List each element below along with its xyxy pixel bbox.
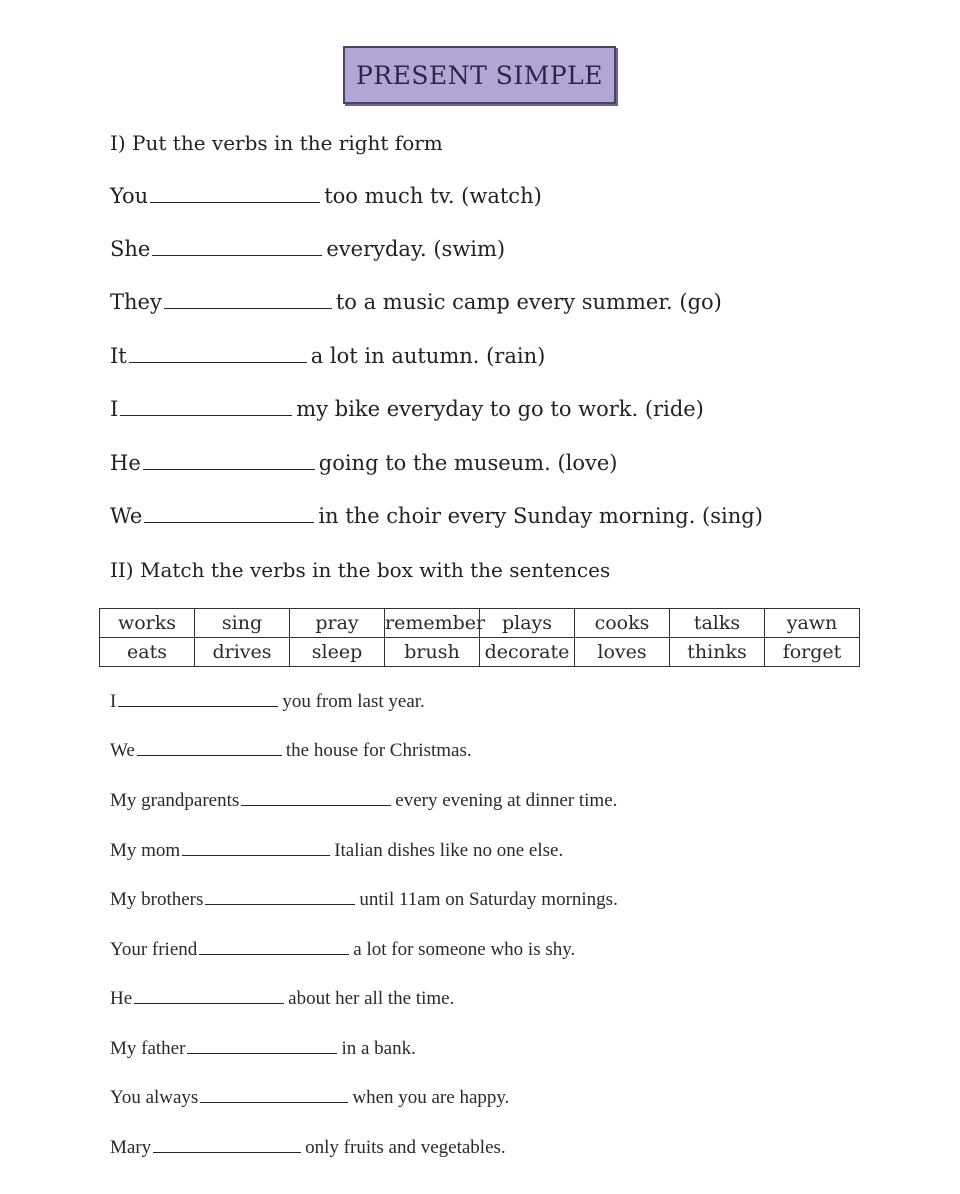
answer-blank[interactable] xyxy=(200,1086,348,1103)
line-end: only fruits and vegetables. xyxy=(305,1137,506,1158)
line-start: We xyxy=(110,504,143,528)
line-end: until 11am on Saturday mornings. xyxy=(359,889,618,910)
verb-cell: remember xyxy=(385,609,480,638)
line-end: Italian dishes like no one else. xyxy=(334,840,564,861)
line-end: the house for Christmas. xyxy=(285,740,472,761)
exercise-2-line xyxy=(110,1136,506,1159)
answer-blank[interactable] xyxy=(241,789,391,806)
line-start: My brothers xyxy=(110,889,204,910)
verb-cell: thinks xyxy=(670,638,765,667)
line-end: to a music camp every summer. (go) xyxy=(335,290,722,314)
verb-cell: plays xyxy=(480,609,575,638)
exercise-2-line xyxy=(110,888,618,911)
answer-blank[interactable] xyxy=(118,690,278,707)
exercise-1-line xyxy=(110,290,722,314)
line-start: He xyxy=(110,988,133,1009)
line-end: going to the museum. (love) xyxy=(318,451,618,475)
answer-blank[interactable] xyxy=(143,453,315,470)
answer-blank[interactable] xyxy=(144,506,314,523)
answer-blank[interactable] xyxy=(199,938,349,955)
answer-blank[interactable] xyxy=(137,739,282,756)
line-start: My father xyxy=(110,1038,186,1059)
exercise-2-line xyxy=(110,690,425,713)
verb-cell: yawn xyxy=(765,609,860,638)
line-end: too much tv. (watch) xyxy=(324,184,542,208)
section-2-heading: II) Match the verbs in the box with the sentences xyxy=(110,558,611,582)
exercise-1-line xyxy=(110,344,545,368)
exercise-2-line xyxy=(110,739,472,762)
line-start: She xyxy=(110,237,151,261)
verb-cell: drives xyxy=(195,638,290,667)
exercise-2-line xyxy=(110,839,563,862)
line-start: My grandparents xyxy=(110,790,240,811)
verb-cell: loves xyxy=(575,638,670,667)
line-end: you from last year. xyxy=(282,691,425,712)
verb-box-row xyxy=(100,609,860,638)
line-end: when you are happy. xyxy=(352,1087,510,1108)
answer-blank[interactable] xyxy=(187,1037,337,1054)
line-end: my bike everyday to go to work. (ride) xyxy=(296,397,704,421)
verb-cell: cooks xyxy=(575,609,670,638)
line-start: Your friend xyxy=(110,939,198,960)
answer-blank[interactable] xyxy=(152,239,322,256)
line-end: every evening at dinner time. xyxy=(395,790,618,811)
exercise-2-line xyxy=(110,987,454,1010)
answer-blank[interactable] xyxy=(129,346,307,363)
section-1-heading: I) Put the verbs in the right form xyxy=(110,131,443,155)
worksheet-title-box xyxy=(343,46,616,104)
verb-box-row xyxy=(100,638,860,667)
line-start: I xyxy=(110,691,117,712)
line-start: You always xyxy=(110,1087,199,1108)
exercise-2-line xyxy=(110,1037,416,1060)
verb-cell: works xyxy=(100,609,195,638)
exercise-2-line xyxy=(110,1086,509,1109)
line-end: everyday. (swim) xyxy=(326,237,506,261)
verb-cell: pray xyxy=(290,609,385,638)
verb-cell: forget xyxy=(765,638,860,667)
line-start: My mom xyxy=(110,840,181,861)
line-start: He xyxy=(110,451,141,475)
line-end: in a bank. xyxy=(341,1038,416,1059)
verb-cell: sing xyxy=(195,609,290,638)
answer-blank[interactable] xyxy=(205,888,355,905)
line-start: We xyxy=(110,740,135,761)
line-start: You xyxy=(110,184,149,208)
line-end: about her all the time. xyxy=(288,988,455,1009)
line-start: Mary xyxy=(110,1137,152,1158)
answer-blank[interactable] xyxy=(134,987,284,1004)
answer-blank[interactable] xyxy=(164,292,332,309)
exercise-1-line xyxy=(110,504,763,528)
verb-cell: brush xyxy=(385,638,480,667)
worksheet-title: PRESENT SIMPLE xyxy=(355,60,604,90)
line-start: I xyxy=(110,397,119,421)
verb-cell: decorate xyxy=(480,638,575,667)
line-start: They xyxy=(110,290,162,314)
line-start: It xyxy=(110,344,127,368)
line-end: a lot in autumn. (rain) xyxy=(310,344,546,368)
exercise-1-line xyxy=(110,451,618,475)
answer-blank[interactable] xyxy=(150,186,320,203)
answer-blank[interactable] xyxy=(120,399,292,416)
line-end: in the choir every Sunday morning. (sing) xyxy=(318,504,763,528)
verb-box xyxy=(99,608,860,667)
exercise-2-line xyxy=(110,789,617,812)
exercise-2-line xyxy=(110,938,575,961)
verb-cell: eats xyxy=(100,638,195,667)
verb-cell: sleep xyxy=(290,638,385,667)
exercise-1-line xyxy=(110,237,505,261)
answer-blank[interactable] xyxy=(182,839,330,856)
verb-cell: talks xyxy=(670,609,765,638)
exercise-1-line xyxy=(110,397,704,421)
answer-blank[interactable] xyxy=(153,1136,301,1153)
line-end: a lot for someone who is shy. xyxy=(353,939,576,960)
exercise-1-line xyxy=(110,184,542,208)
